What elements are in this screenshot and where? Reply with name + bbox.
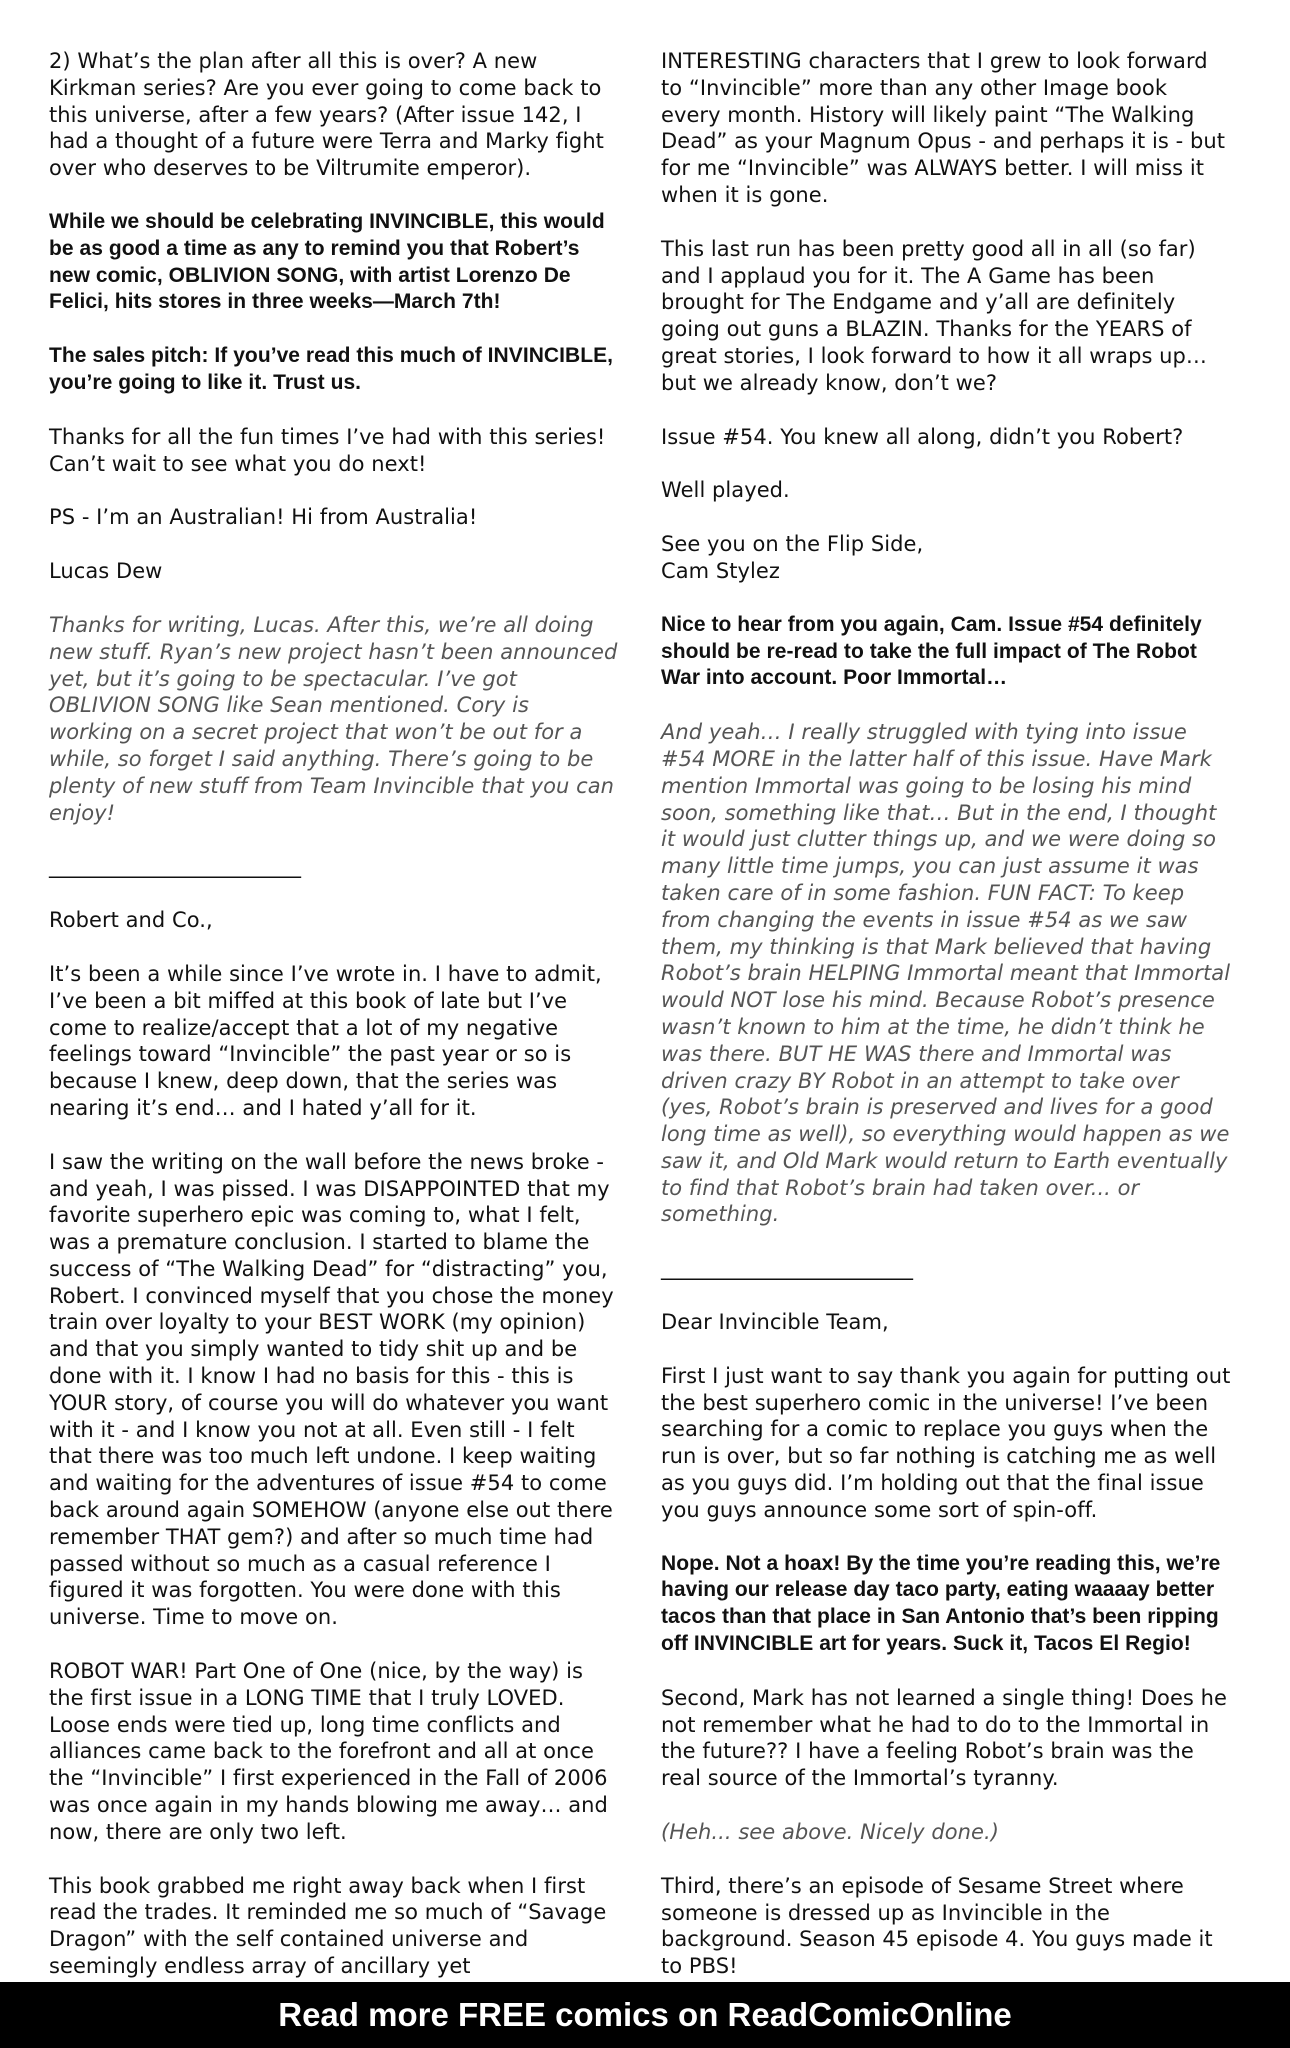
promo-banner[interactable]: Read more FREE comics on ReadComicOnline bbox=[0, 1982, 1290, 2048]
letter-paragraph: Lucas Dew bbox=[49, 559, 163, 584]
letter-paragraph: PS - I’m an Australian! Hi from Australia! bbox=[49, 505, 478, 530]
letter-paragraph: Second, Mark has not learned a single thing! Does he not remember what he had to do to the Immortal in the future?? I have a feeling Robot’s brain was the real source of the Immortal’s tyranny. bbox=[661, 1685, 1227, 1791]
section-divider: ________________________ bbox=[661, 1256, 913, 1281]
letter-paragraph: 2) What’s the plan after all this is over? A new Kirkman series? Are you ever going to come back to this universe, after a few years? (After issue 142, I had a thought of a future were Terra and Marky fight over who deserves to be Viltrumite emperor). bbox=[49, 49, 604, 181]
letter-paragraph: Third, there’s an episode of Sesame Street where someone is dressed up as Invincible in the background. Season 45 episode 4. You guys made it to PBS! bbox=[661, 1873, 1213, 1979]
letter-paragraph: This book grabbed me right away back when I first read the trades. It reminded me so much of “Savage Dragon” with the self contained universe and seemingly endless array of ancillary yet bbox=[49, 1873, 607, 1979]
editor-reply-bold: While we should be celebrating INVINCIBLE, this would be as good a time as any to remind you that Robert’s new comic, OBLIVION SONG, with artist Lorenzo De Felici, hits stores in three weeks—March 7th! bbox=[49, 209, 605, 314]
letter-paragraph: This last run has been pretty good all in all (so far) and I applaud you for it. The A Game has been brought for The Endgame and y’all are definitely going out guns a BLAZIN. Thanks for the YEARS of great stories, I look forward to how it all wraps up… but we already know, don’t we? bbox=[661, 236, 1207, 395]
left-column bbox=[49, 48, 619, 2007]
letter-paragraph: First I just want to say thank you again for putting out the best superhero comic in the universe! I’ve been searching for a comic to replace you guys when the run is over, but so far nothing is catching me as well as you guys did. I’m holding out that the final issue you guys announce some sort of spin-off. bbox=[661, 1363, 1231, 1522]
letter-paragraph: See you on the Flip Side, Cam Stylez bbox=[661, 532, 924, 583]
letter-paragraph: Thanks for all the fun times I’ve had with this series! Can’t wait to see what you do next! bbox=[49, 424, 606, 476]
section-divider: ________________________ bbox=[49, 854, 301, 879]
editor-reply-bold: Nice to hear from you again, Cam. Issue #54 definitely should be re-read to take the full impact of The Robot War into account. Poor Immortal… bbox=[661, 612, 1202, 690]
letter-paragraph: INTERESTING characters that I grew to look forward to “Invincible” more than any other Image book every month. History will likely paint “The Walking Dead” as your Magnum Opus - and perhaps it is - but for me “Invincible” was ALWAYS better. I will miss it when it is gone. bbox=[661, 49, 1226, 207]
letter-paragraph: Issue #54. You knew all along, didn’t you Robert? bbox=[661, 424, 1184, 449]
letter-paragraph: ROBOT WAR! Part One of One (nice, by the way) is the first issue in a LONG TIME that I truly LOVED. Loose ends were tied up, long time conflicts and alliances came back to the forefront and all at once the “Invincible” I first experienced in the Fall of 2006 was once again in my hands blowing me away… and now, there are only two left. bbox=[49, 1659, 608, 1844]
letter-paragraph: It’s been a while since I’ve wrote in. I have to admit, I’ve been a bit miffed at this book of late but I’ve come to realize/accept that a lot of my negative feelings toward “Invincible” the past year or so is because I knew, deep down, that the series was nearing it’s end… and I hated y’all for it. bbox=[49, 961, 602, 1120]
letter-paragraph: Well played. bbox=[661, 478, 790, 503]
letter-paragraph: Dear Invincible Team, bbox=[661, 1310, 889, 1335]
editor-reply-bold: Nope. Not a hoax! By the time you’re reading this, we’re having our release day taco party, eating waaaay better tacos than that place in San Antonio that’s been ripping off INVINCIBLE art for years. Suck it, Tacos El Regio! bbox=[661, 1551, 1221, 1656]
editor-reply-italic: And yeah… I really struggled with tying into issue #54 MORE in the latter half of this issue. Have Mark mention Immortal was going to be losing his mind soon, something like that… But in the end, I thought it would just clutter things up, and we were doing so many little time jumps, you can just assume it was taken care of in some fashion. FUN FACT: To keep from changing the events in issue #54 as we saw them, my thinking is that Mark believed that having Robot’s brain HELPING Immortal meant that Immortal would NOT lose his mind. Because Robot’s presence wasn’t known to him at the time, he didn’t think he was there. BUT HE WAS there and Immortal was driven crazy BY Robot in an attempt to take over (yes, Robot’s brain is preserved and lives for a good long time as well), so everything would happen as we saw it, and Old Mark would return to Earth eventually to find that Robot’s brain had taken over... or something. bbox=[661, 720, 1231, 1227]
letter-paragraph: I saw the writing on the wall before the news broke - and yeah, I was pissed. I was DISAPPOINTED that my favorite superhero epic was coming to, what I felt, was a premature conclusion. I started to blame the success of “The Walking Dead” for “distracting” you, Robert. I convinced myself that you chose the money train over loyalty to your BEST WORK (my opinion) and that you simply wanted to tidy shit up and be done with it. I know I had no basis for this - this is YOUR story, of course you will do whatever you want with it - and I know you not at all. Even still - I felt that there was too much left undone. I keep waiting and waiting for the adventures of issue #54 to come back around again SOMEHOW (anyone else out there remember THAT gem?) and after so much time had passed without so much as a casual reference I figured it was forgotten. You were done with this universe. Time to move on. bbox=[49, 1149, 614, 1630]
editor-reply-italic: Thanks for writing, Lucas. After this, we’re all doing new stuff. Ryan’s new project hasn’t been announced yet, but it’s going to be spectacular. I’ve got OBLIVION SONG like Sean mentioned. Cory is working on a secret project that won’t be out for a while, so forget I said anything. There’s going to be plenty of new stuff from Team Invincible that you can enjoy! bbox=[49, 612, 618, 825]
editor-reply-italic: (Heh... see above. Nicely done.) bbox=[661, 1820, 999, 1845]
letter-paragraph: Robert and Co., bbox=[49, 908, 213, 933]
right-column bbox=[661, 48, 1231, 2007]
editor-reply-bold: The sales pitch: If you’ve read this much of INVINCIBLE, you’re going to like it. Trust us. bbox=[49, 344, 614, 394]
